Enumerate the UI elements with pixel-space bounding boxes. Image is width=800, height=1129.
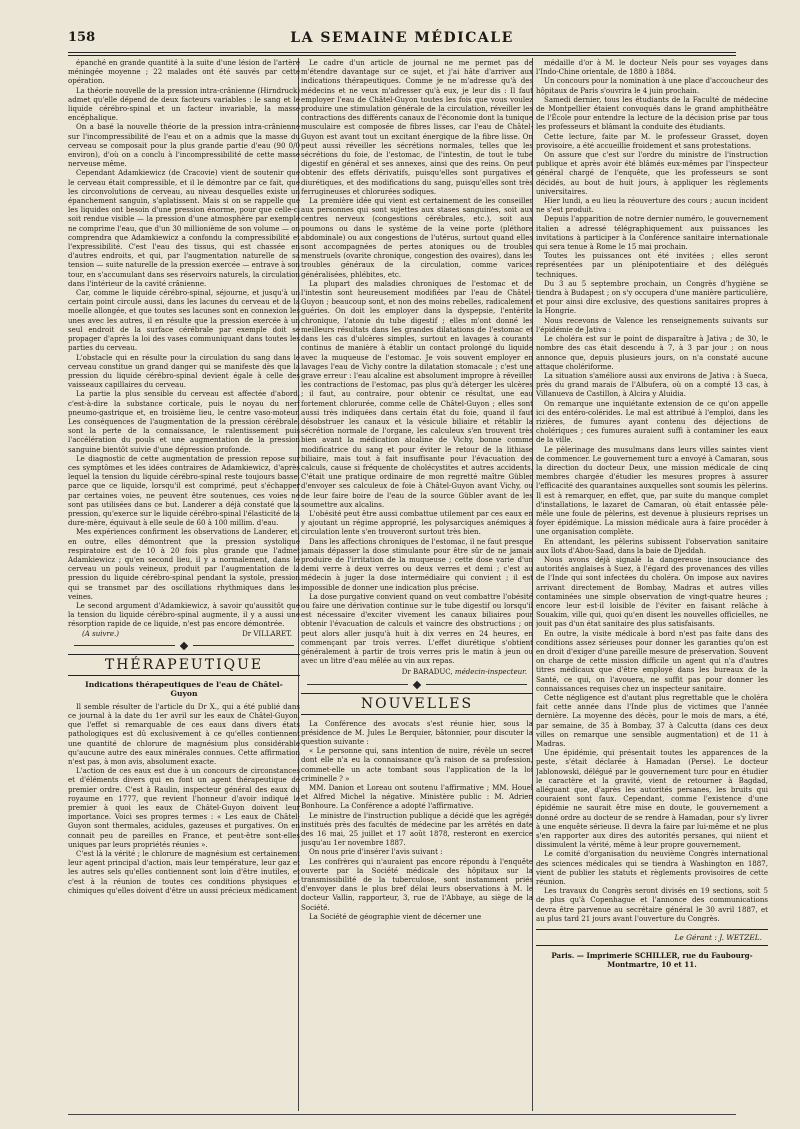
article-signature [68, 629, 300, 638]
news-item: On remarque une inquiétante extension de ce qu'on appelle ici des entéro-colérides. Le mal est attribué à l'emploi, dans les rizières, de fumures ayant contenu des déjections de cholériques ; ces fumures auraient suffi à contaminer les eaux de la ville. [536, 398, 768, 445]
news-item: MM. Danion et Loreau ont soutenu l'affirmative ; MM. Houel et Alfred Michel la négative. Ministère public : M. Adrien Bonhoure. La Conférence a adopté l'affirmative. [301, 783, 533, 811]
paragraph: L'action de ces eaux est due à un concours de circonstances et d'éléments divers qui en font un agent thérapeutique de premier ordre. C'est à Raulin, inspecteur général des eaux du royaume en 1777, que revient l'honneur d'avoir indiqué le premier à quoi les eaux de Châtel-Guyon doivent leur importance. Voici ses propres termes : « Les eaux de Châtel-Guyon sont thermales, acidules, gazeuses et purgatives. On en connait peu de pareilles en France, et peut-être sont-elles uniques par leurs propriétés réunies ». [68, 766, 300, 849]
news-item: Une épidémie, qui présentait toutes les apparences de la peste, s'était déclarée à Hamadan (Perse). Le docteur Jablonowski, délégué par le gouvernement turc pour en étudier le caractère et la gravité, vient de retourner à Bagdad, alléguant que, d'après les autorités persanes, les bruits qui couraient sont faux. Cependant, comme l'existence d'une épidémie ne saurait être mise en doute, le gouvernement a donné ordre au docteur de se rendre à Hamadan, pour s'y livrer à une enquête sérieuse. Il devra la faire par lui-même et ne plus s'en rapporter aux dires des autorités persanes, qui niient et dissimulent la vérité, même à leur propre gouvernement. [536, 748, 768, 850]
printer-line: Montmartre, 10 et 11. [607, 960, 697, 970]
news-item: Un concours pour la nomination à une place d'accoucheur des hôpitaux de Paris s'ouvrira le 4 juin prochain. [536, 76, 768, 95]
news-item: Depuis l'apparition de notre dernier numéro, le gouvernement italien a adressé télégraphiquement aux puissances les invitations à participer à la Conférence sanitaire internationale qui sera tenue à Rome le 15 mai prochain. [536, 214, 768, 252]
news-item: Le ministre de l'instruction publique a décidé que les agrégés institués près des facultés de médecine par les arrêtés en date des 16 mai, 25 juillet et 17 août 1878, resteront en exercice jusqu'au 1er novembre 1887. [301, 810, 533, 848]
section-title-therapeutique: THÉRAPEUTIQUE [68, 654, 300, 676]
paragraph: Le cadre d'un article de journal ne me permet pas de m'étendre davantage sur ce sujet, et j'ai hâte d'arriver aux indications thérapeutiques. Comme je ne m'adresse qu'à des médecins et ne veux m'adresser qu'à eux, je leur dis : Il faut employer l'eau de Châtel-Guyon toutes les fois que vous voulez produire une stimulation générale de la circulation, réveiller les contractions des différents canaux de l'économie dont la tunique musculaire est composée de fibres lisses, car l'eau de Châtel-Guyon est avant tout un excitant énergique de la fibre lisse. On peut aussi réveiller les sécrétions normales, telles que les sécrétions du foie, de l'estomac, de l'intestin, de tout le tube digestif en général et ses annexes, ainsi que des reins. On peut obtenir des effets dérivatifs, puisqu'elles sont purgatives et diurétiques, et des modifications du sang, puisqu'elles sont très ferrugineuses et chlorurées sodiques. [301, 58, 533, 196]
journal-title: LA SEMAINE MÉDICALE [290, 30, 514, 46]
news-item: Les confrères qui n'auraient pas encore répondu à l'enquête ouverte par la Société médicale des hôpitaux sur la transmissibilité de la tuberculose, sont instamment priés d'envoyer dans le plus bref délai leurs observations à M. le docteur Vallin, rapporteur, 3, rue de l'Abbaye, au siège de la Société. [301, 856, 533, 912]
news-item: Samedi dernier, tous les étudiants de la Faculté de médecine de Montpellier étaient convoqués dans le grand amphithéâtre de l'École pour entendre la lecture de la décision prise par tous les professeurs et blâmant la conduite des étudiants. [536, 94, 768, 132]
page-number: 158 [68, 30, 96, 45]
news-item: Le pèlerinage des musulmans dans leurs villes saintes vient de commencer. Le gouvernement turc a envoyé à Camaran, sous la direction du docteur Deux, une mission médicale de cinq membres chargée d'étudier les mesures propres à assurer l'efficacité des quarantaines auxquelles sont soumis les pèlerins. Il est à remarquer, en effet, que, par suite du manque complet d'installations, le lazaret de Camaran, où était entassée pêle-mêle une foule de pèlerins, est devenue à plusieurs reprises un foyer épidémique. La mission médicale aura à faire procéder à une organisation complète. [536, 444, 768, 537]
news-item: Le choléra est sur le point de disparaître à Jativa ; de 30, le nombre des cas était descendu à 7, à 3 par jour ; on nous annonce que, depuis plusieurs jours, on n'a constaté aucune attaque cholériforme. [536, 334, 768, 371]
to-be-continued: (A suivre.) [82, 628, 119, 638]
author-name: Dr VILLARET. [242, 628, 292, 638]
diamond-ornament-icon [180, 642, 188, 650]
paragraph: Le second argument d'Adamkiewicz, à savoir qu'aussitôt que la tension du liquide cérébro-spinal augmente, il y a aussi une résorption rapide de ce liquide, n'est pas encore démontrée. [68, 600, 300, 629]
paragraph: Le diagnostic de cette augmentation de pression repose sur ces symptômes et les idées contraires de Adamkiewicz, d'après lequel la tension du liquide cérébro-spinal reste toujours basse, parce que ce liquide, lorsqu'il est comprimé, peut s'échapper par certaines voies, ne peuvent être soutenues, ces voies ne sont pas utilisées dans ce but. Landerer a déjà constaté que la pression, qu'exerce sur le liquide cérébro-spinal l'élasticité de la dure-mère, équivaut à elle seule de 60 à 100 millim. d'eau. [68, 453, 300, 528]
diamond-ornament-icon [413, 680, 421, 688]
paragraph: La théorie nouvelle de la pression intra-crânienne (Hirndruck) admet qu'elle dépend de deux facteurs variables : le sang et le liquide cérébro-spinal et un facteur invariable, la masse encéphalique. [68, 85, 300, 123]
news-item: Du 3 au 5 septembre prochain, un Congrès d'hygiène se tiendra à Budapest ; on s'y occupera d'une manière particulière, et pour ainsi dire exclusive, des questions sanitaires propres à la Hongrie. [536, 278, 768, 316]
footer-rule [68, 1114, 736, 1115]
paragraph: C'est là la vérité ; le chlorure de magnésium est certainement leur agent principal d'action, mais leur température, leur gaz et les autres sels qu'elles contiennent sont loin d'être inutiles, et c'est à la réunion de toutes ces conditions physiques et chimiques qu'elles doivent d'être un aussi précieux médicament. [68, 849, 300, 895]
ornament-divider [301, 682, 533, 688]
news-item: En attendant, les pèlerins subissent l'observation sanitaire aux îlots d'Abou-Saad, dans la baie de Djeddah. [536, 536, 768, 555]
author-role: médecin-inspecteur. [454, 667, 527, 677]
news-item: Le comité d'organisation du neuvième Congrès international des sciences médicales qui se tiendra à Washington en 1887, vient de publier les statuts et règlements provisoires de cette réunion. [536, 849, 768, 887]
news-item: On nous prie d'insérer l'avis suivant : [309, 847, 443, 857]
news-item: Hier lundi, a eu lieu la réouverture des cours ; aucun incident ne s'est produit. [536, 196, 768, 215]
page-header [68, 30, 736, 52]
ornament-divider [68, 643, 300, 649]
column-2 [301, 58, 533, 1118]
news-item: Cette négligence est d'autant plus regrettable que le choléra fait cette année dans l'Inde plus de victimes que l'année dernière. La moyenne des décès, pour le mois de mars, a été, par semaine, de 35 à Bombay, 37 à Calcutta (dans ces deux villes on remarque une sensible augmentation) et de 11 à Madras. [536, 693, 768, 749]
paragraph: La plupart des maladies chroniques de l'estomac et de l'intestin sont heureusement modifiées par l'eau de Châtel-Guyon ; beaucoup sont, et non des moins rebelles, radicalement guéries. On doit les employer dans la dyspepsie, l'entérite chronique, l'atonie du tube digestif ; elles m'ont donné les meilleurs résultats dans les grandes dilatations de l'estomac et dans les cas d'ulcères simples, surtout en lavages à courants continus de manière à établir un contact prolongé du liquide avec la muqueuse de l'estomac. Je vois souvent employer en lavages l'eau de Vichy contre la dilatation stomacale ; c'est une grave erreur : l'eau alcaline est absolument impropre à réveiller les contractions de l'estomac, pas plus qu'à déterger les ulcères ; il faut, au contraire, pour obtenir ce résultat, une eau fortement chlorurée, comme celle de Châtel-Guyon ; elles sont aussi très indiquées dans certain état du foie, quand il faut désobstruer les canaux et la vésicule biliaire et rétablir la sécrétion normale de l'organe, les calculeux s'en trouvent très bien avant la médication alcaline de Vichy, bonne comme modificatrice du sang et pour éviter le retour de la lithiase biliaire, mais tout à fait insuffisante pour l'évacuation des calculs, cause si fréquente de cholécystites et autres accidents. C'était une pratique ordinaire de mon regretté maître Gübler d'envoyer ses calculeux de foie à Châtel-Guyon avant Vichy, ou de leur faire boire de l'eau de la source Gübler avant de les soumettre aux alcalins. [301, 278, 533, 509]
news-item: Cette lecture, faite par M. le professeur Grasset, doyen provisoire, a été accueillie froidement et sans protestations. [536, 131, 768, 150]
header-rule [68, 52, 736, 56]
column-1 [68, 58, 300, 1118]
section-title-nouvelles: NOUVELLES [301, 693, 533, 715]
news-item: Les travaux du Congrès seront divisés en 19 sections, soit 5 de plus qu'à Copenhague et l'annonce des communications devra être parvenue au secrétaire général le 30 avril 1887, et au plus tard 21 jours avant l'ouverture du Congrès. [536, 886, 768, 923]
news-item: La Société de géographie vient de décerner une [309, 911, 482, 921]
news-item: Toutes les puissances ont été invitées ; elles seront représentées par un plénipotentiaire et des délégués techniques. [536, 251, 768, 279]
paragraph: Mes expériences confirment les observations de Landerer, et, en outre, elles démontrent que la pression systolique respiratoire est de 10 à 20 fois plus grande que l'admet Adamkiewicz ; qu'en second lieu, il y a normalement, dans le cerveau un pouls veineux, produit par l'augmentation de la pression du liquide cérébro-spinal pendant la systole, pression qui se transmet par des oscillations rhythmiques dans les veines. [68, 527, 300, 601]
paragraph: épanché en grande quantité à la suite d'une lésion de l'artère méningée moyenne ; 22 malades ont été sauvés par cette opération. [68, 58, 300, 86]
article-signature [301, 667, 527, 676]
news-item: La situation s'améliore aussi aux environs de Jativa : à Sueca, près du grand marais de l'Albufera, où on a compté 13 cas, à Villanueva de Castillon, à Alcira y Aluidia. [536, 370, 768, 399]
publisher-manager: Le Gérant : J. WETZEL. [536, 929, 768, 946]
printer-line: Paris. — Imprimerie SCHILLER, rue du Faubourg- [551, 951, 753, 961]
paragraph: Car, comme le liquide cérébro-spinal, séjourne, et jusqu'à un certain point circule aussi, dans les lacunes du cerveau et de la moelle allongée, et que toutes ses lacunes sont en connexion les unes avec les autres, il en résulte que la pression exercée à un seul endroit de la surface cérébrale par exemple doit se propager d'après la loi des vases communiquant dans toutes les parties du cerveau. [68, 288, 300, 353]
paragraph: La dose purgative convient quand on veut combattre l'obésité ou faire une dérivation continue sur le tube digestif ou lorsqu'il est nécessaire d'exciter vivement les canaux biliaires pour obtenir l'évacuation de calculs et vaincre des obstructions ; on peut alors aller jusqu'à huit à dix verres en 24 heures, en commençant par trois verres. L'effet diurétique s'obtient généralement à partir de trois verres pris le matin à jeun ou avec un litre d'eau mêlée au vin aux repas. [301, 591, 533, 666]
paragraph: La partie la plus sensible du cerveau est affectée d'abord, c'est-à-dire la substance corticale, puis le noyau du nerf pneumo-gastrique et, en troisième lieu, le centre vaso-moteur. Les conséquences de l'augmentation de la pression cérébrale, sont la perte de la connaissance, le ralentissement puis l'accélération du pouls et une augmentation de la pression sanguine bientôt suivie d'une dépression profonde. [68, 389, 300, 454]
paragraph: L'obésité peut être aussi combattue utilement par ces eaux en y ajoutant un régime approprié, les polysarciques anémiques à circulation lente s'en trouveront surtout très bien. [301, 508, 533, 537]
paragraph: On a basé la nouvelle théorie de la pression intra-crânienne sur l'incompressibilité de l'eau et on a admis que la masse du cerveau se composait pour la plus grande partie d'eau (90 0/0 environ), d'où on a conclu à l'incompressibilité de cette masse nerveuse même. [68, 122, 300, 169]
paragraph: Il semble résulter de l'article du Dr X., qui a été publié dans ce journal à la date du 1er avril sur les eaux de Châtel-Guyon, que l'effet si remarquable de ces eaux dans divers états pathologiques est dû exclusivement à ce qu'elles contiennent une quantité de chlorure de magnésium plus considérable qu'aucune autre des eaux minérales connues. Cette affirmation n'est pas, à mon avis, absolument exacte. [68, 701, 300, 767]
news-item: « Le personne qui, sans intention de nuire, révèle un secret dont elle n'a eu la connaissance qu'à raison de sa profession, commet-elle un acte tombant sous l'application de la loi criminelle ? » [301, 746, 533, 783]
column-3 [536, 58, 768, 1118]
author-name: Dr BARADUC, [401, 667, 453, 677]
paragraph: L'obstacle qui en résulte pour la circulation du sang dans le cerveau constitue un grand danger qui se manifeste dès que la pression du liquide cérébro-spinal devient égale à celle des vaisseaux capillaires du cerveau. [68, 352, 300, 390]
news-item: La Conférence des avocats s'est réunie hier, sous la présidence de M. Jules Le Berquier, bâtonnier, pour discuter la question suivante : [301, 718, 533, 747]
news-item: Nous recevons de Valence les renseignements suivants sur l'épidémie de Jativa : [536, 315, 768, 334]
news-item: On assure que c'est sur l'ordre du ministre de l'instruction publique et après avoir été blâmés eux-mêmes par l'inspecteur général chargé de l'enquête, que les professeurs se sont décidés, au bout de huit jours, à appliquer les règlements universitaires. [536, 150, 768, 196]
article-subtitle: Indications thérapeutiques de l'eau de Châtel-Guyon [85, 679, 283, 698]
paragraph: La première idée qui vient est certainement de les conseiller aux personnes qui sont sujettes aux stases sanguines, soit aux centres nerveux (congestions cérébrales, etc.), soit aux poumons ou dans le système de la veine porte (pléthore abdominale) ou aux congestions de l'utérus, surtout quand elles sont accompagnées de pertes atoniques ou de troubles menstruels (ovarite chronique, congestion des ovaires), dans les troubles généraux de la circulation, comme varices généralisées, phlébites, etc. [301, 196, 533, 279]
printer-imprint [536, 951, 768, 969]
paragraph: Dans les affections chroniques de l'estomac, il ne faut presque jamais dépasser la dose stimulante pour être sûr de ne jamais produire de l'irritation de la muqueuse ; cette dose varie d'un demi verre à deux verres ou deux verres et demi ; c'est au médecin à juger la dose intermédiaire qui convient ; il est impossible de donner une indication plus précise. [301, 536, 533, 592]
news-item: Nous avons déjà signalé la dangereuse insouciance des autorités anglaises à Suez, à l'égard des provenances des villes de l'Inde qui sont infectées du choléra. On impose aux navires arrivant directement de Bombay, Madras et autres villes contaminées une simple observation de vingt-quatre heures ; encore leur est-il loisible de l'éviter en faisant relâche à Souakim, ville qui, quoi qu'en disent les nouvelles officielles, ne jouit pas d'un état sanitaire des plus satisfaisants. [536, 554, 768, 629]
news-item: médaille d'or à M. le docteur Neïs pour ses voyages dans l'Indo-Chine orientale, de 1880 à 1884. [536, 58, 768, 77]
news-item: En outre, la visite médicale à bord n'est pas faite dans des conditions assez sérieuses pour donner les garanties qu'on est en droit d'exiger d'une pareille mesure de préservation. Souvent on charge de cette mission difficile un agent qui n'a d'autres titres médicaux que d'être employé dans les bureaux de la Santé, ce qui, on l'avouera, ne suffit pas pour donner les connaissances requises chez un inspecteur sanitaire. [536, 628, 768, 693]
paragraph: Cependant Adamkiewicz (de Cracovie) vient de soutenir que le cerveau était compressible, et il le démontre par ce fait, que les circonvolutions de cerveau, au niveau desquelles existe un épanchement sanguin, s'aplatissent. Mais si on se rappelle que les liquides ont besoin d'une pression énorme, pour que celle-ci soit rendue visible — la pression d'une atmosphère par exemple ne comprime l'eau, que d'un 30 millionième de son volume — on comprendra que Adamkiewicz a confondu la compressibilité et l'expressibilité. C'est l'eau des tissus, qui est chassée en d'autres endroits, et qui, par l'augmentation naturelle de sa tension — suite naturelle de la pression exercée — entrave à son tour, en s'accumulant dans ses réservoirs naturels, la circulation dans l'intérieur de la cavité crânienne. [68, 168, 300, 288]
